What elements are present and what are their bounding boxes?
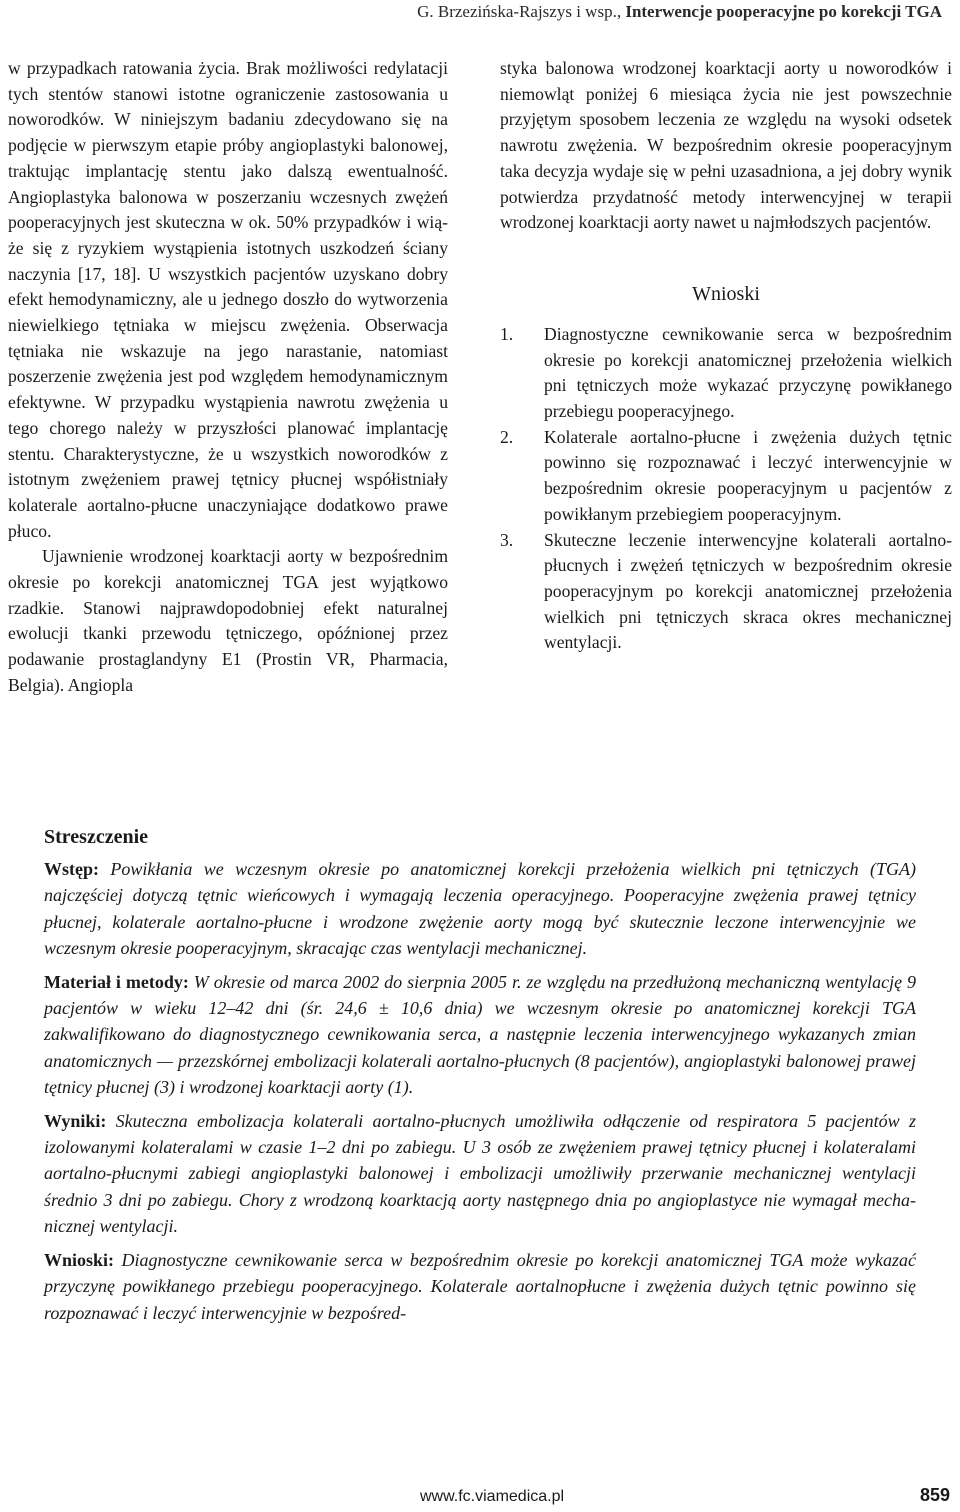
footer-url: www.fc.viamedica.pl xyxy=(420,1488,565,1505)
running-header xyxy=(417,0,942,24)
conclusions-list xyxy=(500,322,952,656)
abstract-section xyxy=(44,969,916,1101)
abstract-title: Streszczenie xyxy=(44,826,149,848)
abstract-label: Materiał i metody: xyxy=(44,971,189,992)
abstract-text: Diagnostyczne cewnikowanie serca w bezpośrednim okresie po korekcji anatomicznej TGA może wykazać przyczynę powikłanego przebiegu pooperacyjnego. Kolaterale aortalnopłucne i zwężenia dużych tętnic powinno się rozpoznawać i leczyć interwencyjnie w bezpośred- xyxy=(44,1249,917,1323)
list-item-text: Diagnostyczne cewnikowanie serca w bezpośrednim okresie po korekcji anatomicznej przełożenia wielkich pni tętniczych może wykazać przyczynę powikłanego przebiegu pooperacyjnego. xyxy=(544,323,952,422)
body-paragraph: w przypadkach ratowania życia. Brak możliwości redylatacji tych stentów stanowi istotne ograniczenie zastosowania u noworodków. W niniejszym badaniu zdecydowano się na podjęcie w pierwszym etapie próby angioplastyki balonowej, traktując implantację stentu jako dalszą ewentualność. Angioplastyka balonowa w poszerzaniu wczesnych zwężeń pooperacyjnych jest skuteczna w ok. 50% przypadków i wiąże się z ryzykiem wystąpienia istotnych uszkodzeń ściany naczynia [17, 18]. U wszystkich pacjentów uzyskano dobry efekt hemodynamiczny, ale u jednego doszło do wytworzenia niewielkiego tętniaka w miejscu zwężenia. Obserwacja tętniaka nie wskazuje na jego narastanie, natomiast poszerzenie zwężenia jest pod względem hemodynamicznym efektywne. W przypadku wystąpienia nawrotu zwężenia u tego chorego należy w przyszłości planować implantację stentu. Charakterystyczne, że u wszystkich noworodków z istotnym zwężeniem prawej tętnicy płucnej współistniały kolaterale aortalno-płucne unaczyniające dodatkowo prawe płuco. xyxy=(8,58,448,541)
abstract-text: W okresie od marca 2002 do sierpnia 2005 r. ze względu na przedłużoną mechaniczną wentylację 9 pacjentów w wieku 12–42 dni (śr. 24,6 ± 10,6 dnia) we wczesnym okresie po anatomicznej korekcji TGA zakwalifikowano do diagnostycznego cewnikowania serca, a następnie leczenia interwencyjnego wykazanych zmian anatomicznych — przezskórnej embolizacji kolaterali aortalno-płucnych (8 pacjentów), angioplastyki balonowej prawej tętnicy płucnej (3) i wrodzonej koarktacji aorty (1). xyxy=(44,971,917,1098)
header-authors: G. Brzezińska-Rajszys i wsp., xyxy=(417,2,622,21)
list-item-text: Kolaterale aortalno-płucne i zwężenia dużych tętnic powinno się rozpoznawać i leczyć interwencyjnie w bezpośrednim okresie pooperacyjnym u pacjentów z powikłanym przebiegiem pooperacyjnym. xyxy=(544,426,952,524)
list-item xyxy=(500,322,952,425)
abstract-label: Wstęp: xyxy=(44,859,99,879)
abstract-section xyxy=(44,1247,916,1326)
body-paragraph: Ujawnienie wrodzonej koarktacji aorty w bezpośrednim okresie po korekcji anatomicznej TGA jest wyjątkowo rzadkie. Stanowi najprawdopodobniej efekt naturalnej ewolucji tkanki przewodu tętniczego, opóźnionej przez podawanie prostaglandyny E1 (Prostin VR, Pharmacia, Belgia). Angiopla xyxy=(8,546,448,695)
list-item-number: 1. xyxy=(500,323,514,344)
body-paragraph: styka balonowa wrodzonej koarktacji aorty u noworodków i niemowląt poniżej 6 miesiąca życia nie jest powszechnie przyjętym sposobem leczenia ze względu na wysoki odsetek nawrotu zwężenia. W bezpośrednim okresie pooperacyjnym taka decyzja wydaje się w pełni uzasadniona, a jej dobry wynik potwierdza przydatność metody interwencyjnej w terapii wrodzonej koarktacji aorty nawet u najmłodszych pacjentów. xyxy=(500,58,952,233)
list-item-number: 2. xyxy=(500,426,514,447)
list-item xyxy=(500,425,952,528)
left-column xyxy=(8,56,448,699)
abstract-section xyxy=(44,1108,916,1240)
abstract-text: Skuteczna embolizacja kolaterali aortalno-płucnych umożliwiła odłączenie od respiratora 5 pacjentów z izolowanymi kolateralami w czasie 1–2 dni po zabiegu. U 3 osób ze zwężeniem prawej tętnicy płucnej i kolateralami aortalno-płucnymi zabiegi angioplastyki balonowej i embolizacji umożliwiły przerwanie mechanicznej wentylacji średnio 3 dni po zabiegu. Chory z wrodzoną koarktacją aorty następnego dnia po angioplastyce nie wymagał mechanicznej wentylacji. xyxy=(44,1110,916,1237)
page-number: 859 xyxy=(919,1485,950,1505)
right-column xyxy=(500,56,952,656)
abstract-section xyxy=(44,856,916,962)
abstract xyxy=(44,824,916,1333)
header-title: Interwencje pooperacyjne po korekcji TGA xyxy=(625,2,942,21)
abstract-label: Wyniki: xyxy=(44,1110,107,1131)
list-item xyxy=(500,528,952,657)
abstract-text: Powikłania we wczesnym okresie po anatomicznej korekcji przełożenia wielkich pni tętniczych (TGA) najczęściej dotyczą tętnic wieńcowych i wymagają leczenia operacyjnego. Pooperacyjne zwężenia prawej tętnicy płucnej, kolaterale aortalno-płucne i wrodzone zwężenie aorty mogą być skutecznie leczone interwencyjnie we wczesnym okresie pooperacyjnym, skracając czas wentylacji mechanicznej. xyxy=(44,859,916,959)
abstract-label: Wnioski: xyxy=(44,1249,115,1270)
conclusions-heading: Wnioski xyxy=(692,282,760,305)
list-item-number: 3. xyxy=(500,529,514,550)
list-item-text: Skuteczne leczenie interwencyjne kolaterali aortalno-płucnych i zwężeń tętniczych w bezpośrednim okresie pooperacyjnym po korekcji anatomicznej przełożenia wielkich pni tętniczych skraca okres mechanicznej wentylacji. xyxy=(544,529,952,653)
